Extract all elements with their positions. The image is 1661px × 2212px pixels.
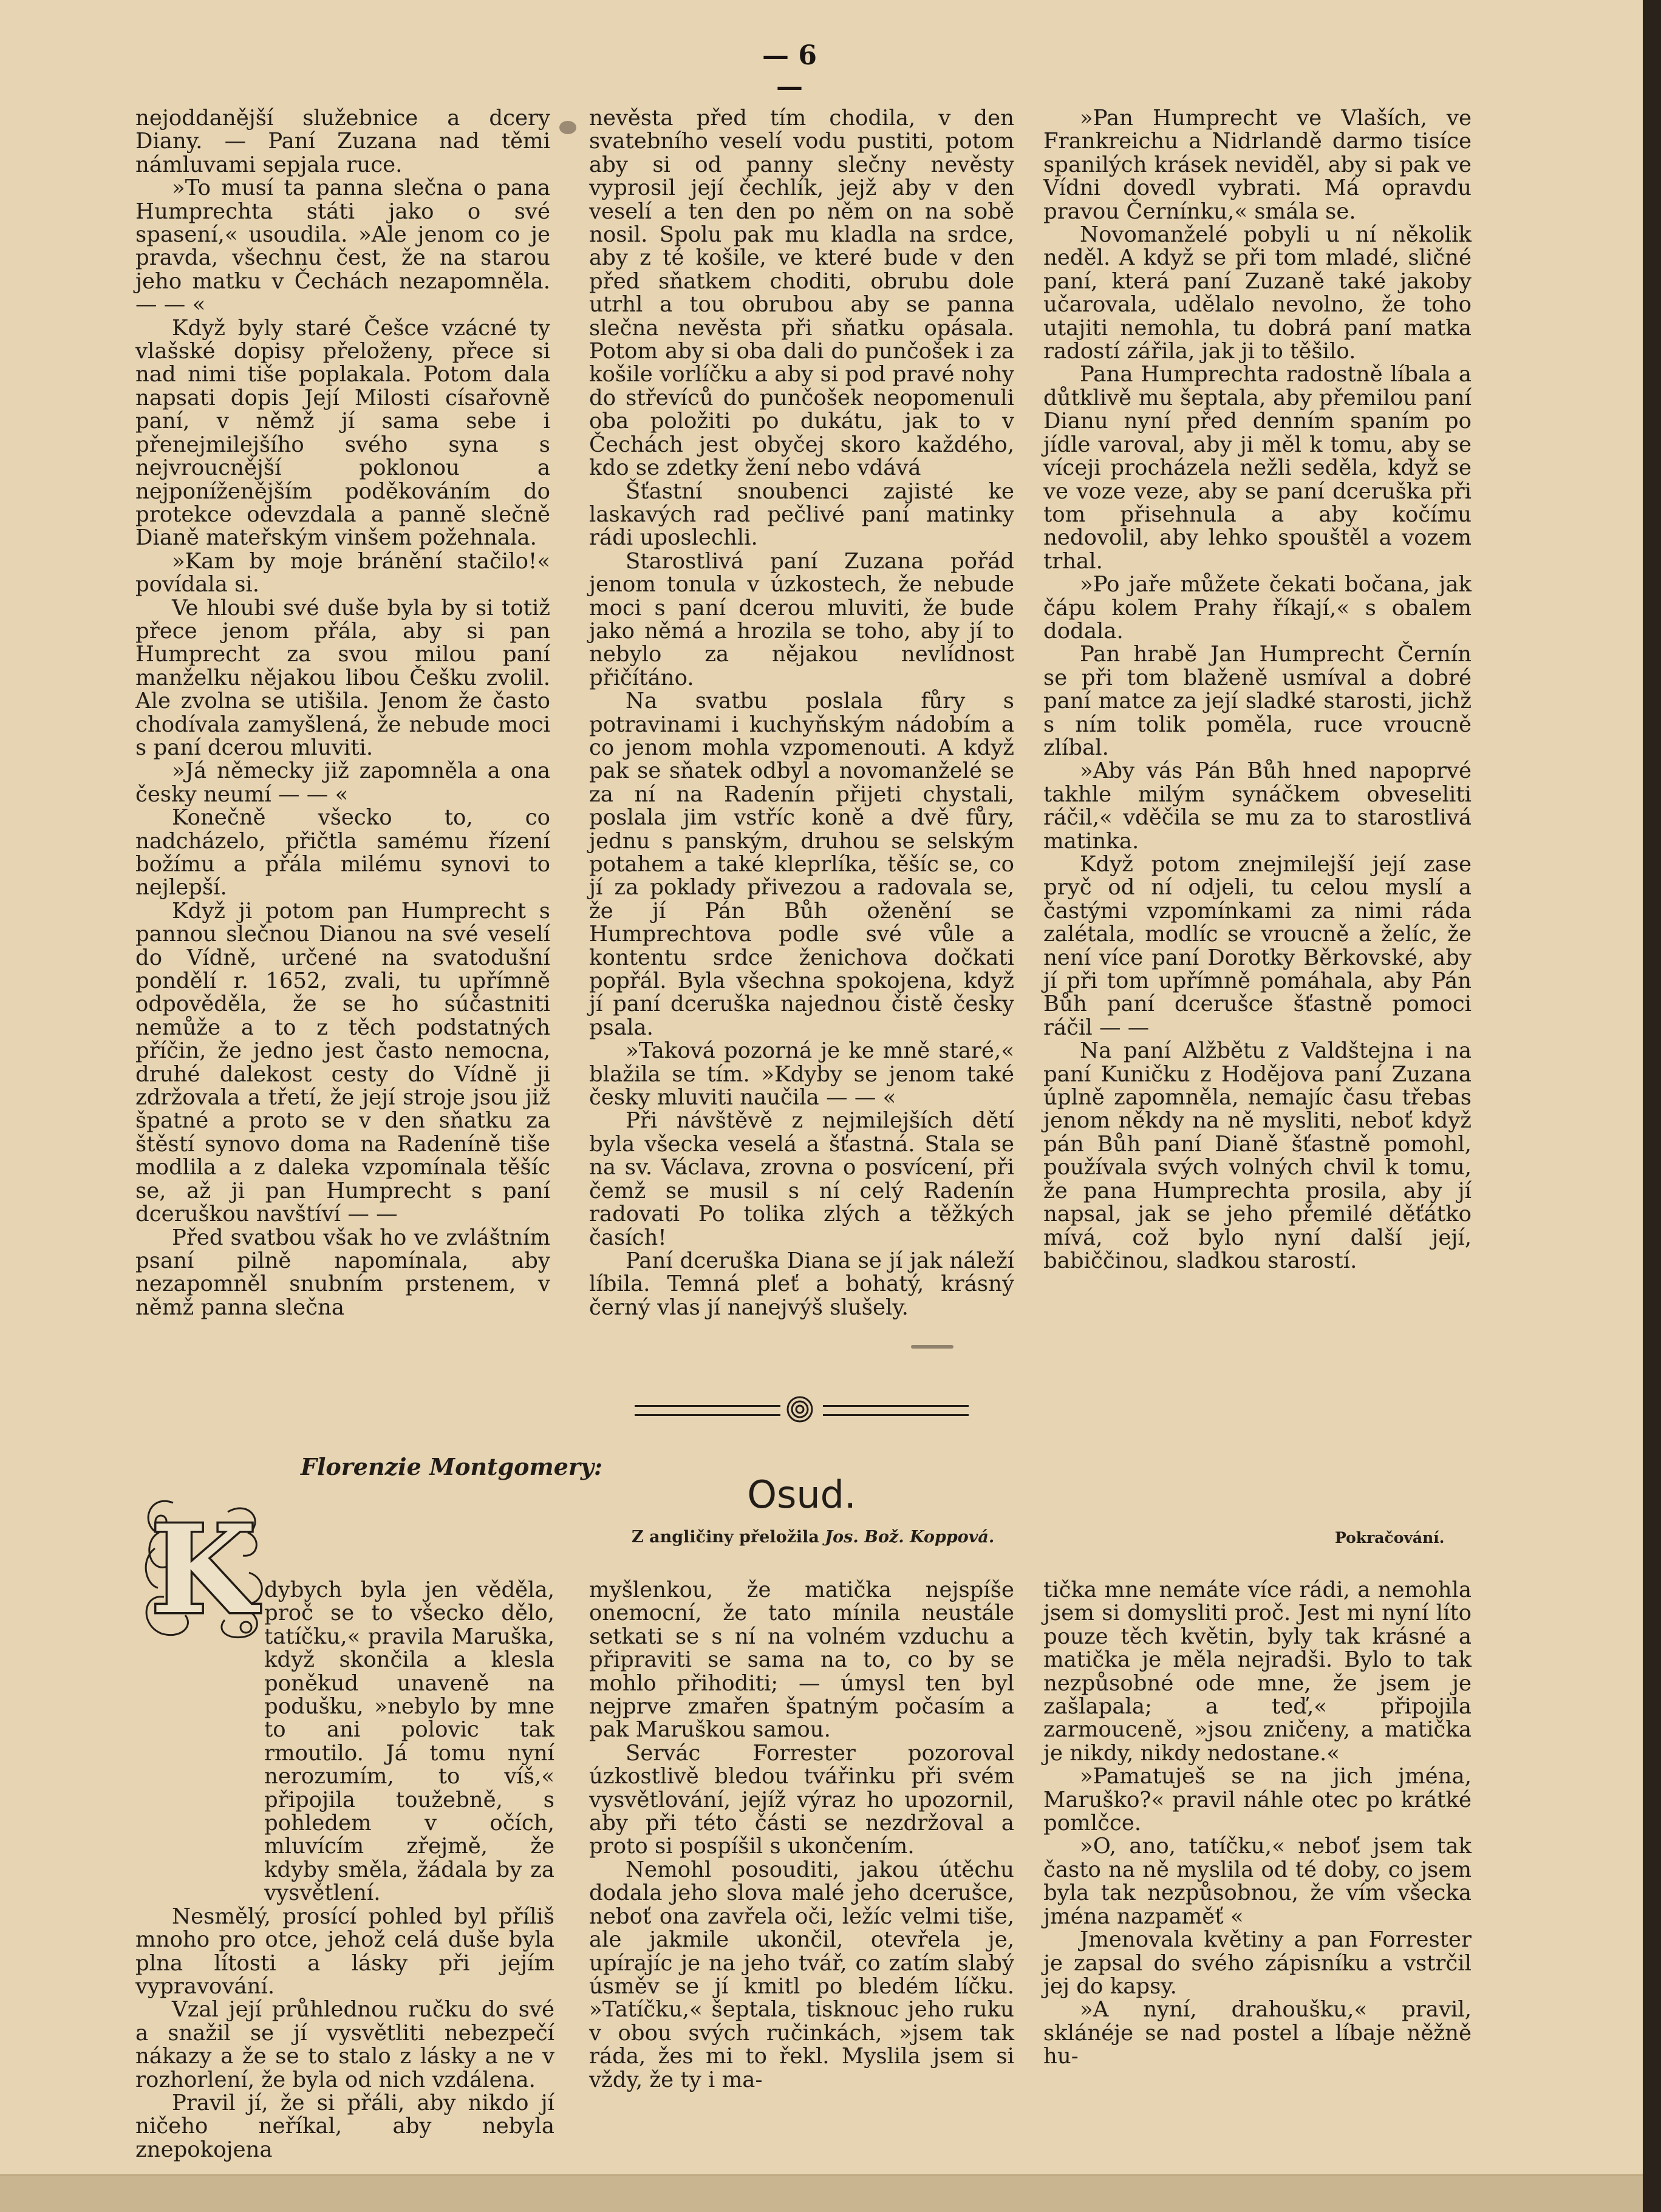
paragraph: dybych byla jen věděla, proč se to všecko dělo, tatíčku,« pravila Maruška, když skončila a klesla poněkud unaveně na podušku, »nebylo by mne to ani polovic tak rmoutilo. Já tomu nyní nerozumím, to víš,« připojila toužebně, s pohledem v očích, mluvícím zřejmě, že kdyby směla, žádala by za vysvětlení. [264, 1577, 554, 1906]
paragraph: Pravil jí, že si přáli, aby nikdo jí ničeho neříkal, aby nebyla znepokojena [135, 2090, 554, 2162]
section-separator [635, 1394, 969, 1424]
paragraph: nejoddanější služebnice a dcery Diany. — Paní Zuzana nad těmi námluvami sepjala ruce. [135, 106, 550, 177]
binding-spine [1643, 0, 1661, 2212]
paragraph: Na paní Alžbětu z Valdštejna i na paní Kuničku z Hodějova paní Zuzana úplně zapomněla, nemajíc času třebas jenom někdy na ně mysliti, neboť když pán Bůh paní Dianě šťastně pomohl, používala svých volných chvil k tomu, že pana Humprechta prosila, aby jí napsal, jak se jeho přemilé děťátko mívá, což bylo nyní další její, babiččinou, sladkou starostí. [1043, 1038, 1472, 1273]
story-column-3 [1043, 1579, 1472, 2069]
ink-smudge [911, 1345, 953, 1349]
continuation-label: Pokračování. [1335, 1529, 1445, 1547]
story-author: Florenzie Montgomery: [301, 1453, 603, 1480]
paper-stain [556, 115, 580, 140]
paragraph: Šťastní snoubenci zajisté ke laskavých rad pečlivé paní matinky rádi uposlechli. [589, 478, 1014, 551]
paragraph: myšlenkou, že matička nejspíše onemocní, že tato mínila neustále setkati se s ní na volném vzduchu a připraviti se sama na to, co by se mohlo přihoditi; — úmysl ten byl nejprve zmařen špatným počasím a pak Maruškou samou. [589, 1577, 1014, 1743]
translator-name: Jos. Bož. Koppová. [825, 1528, 995, 1547]
translator-credit [632, 1528, 994, 1547]
upper-column-2 [589, 107, 1014, 1319]
upper-column-3 [1043, 107, 1472, 1273]
separator-ornament-icon [785, 1395, 814, 1424]
story-column-1 [135, 1579, 554, 2162]
story-title: Osud. [747, 1472, 856, 1517]
paragraph: »Taková pozorná je ke mně staré,« blažila se tím. »Kdyby se jenom také česky mluviti naučila — — « [589, 1038, 1014, 1111]
page-bottom-edge [0, 2174, 1661, 2212]
paragraph: »Kam by moje bránění stačilo!« povídala si. [135, 548, 550, 597]
paragraph: »O, ano, tatíčku,« neboť jsem tak často na ně myslila od té doby, co jsem byla tak nezpůsobnou, že vím všecka jména nazpaměť « [1043, 1834, 1472, 1929]
paragraph: Nemohl posouditi, jakou útěchu dodala jeho slova malé jeho dcerušce, neboť ona zavřela oči, ležíc velmi tiše, ale jakmile ukončil, otevřela je, upírajíc je na jeho tvář, co zatím slabý úsměv se jí kmitl po bledém líčku. »Tatíčku,« šeptala, tisknouc jeho ruku v obou svých ručinkách, »jsem tak ráda, žes mi to řekl. Myslila jsem si vždy, že ty i ma- [589, 1857, 1014, 2092]
paragraph: Servác Forrester pozoroval úzkostlivě bledou tvářinku při svém vysvětlování, jejíž výraz ho upozornil, aby při této části se nezdržoval a proto si pospíšil s ukončením. [589, 1740, 1014, 1859]
paragraph: Jmenovala květiny a pan Forrester je zapsal do svého zápisníku a vstrčil jej do kapsy. [1043, 1927, 1472, 1999]
paragraph: Když potom znejmilejší její zase pryč od ní odjeli, tu celou myslí a častými vzpomínkami za nimi ráda zalétala, modlíc se vroucně a želíc, že není více paní Dorotky Běrkovské, aby jí při tom upřímně pomáhala, aby Pán Bůh paní dcerušce šťastně pomoci ráčil — — [1043, 852, 1472, 1040]
paragraph: »Já německy již zapomněla a ona česky neumí — — « [135, 758, 550, 807]
paragraph: »Pamatuješ se na jich jména, Maruško?« pravil náhle otec po krátké pomlčce. [1043, 1764, 1472, 1836]
paragraph: »Po jaře můžete čekati bočana, jak čápu kolem Prahy říkají,« s obalem dodala. [1043, 572, 1472, 644]
paragraph: tička mne nemáte více rádi, a nemohla jsem si domysliti proč. Jest mi nyní líto pouze těch květin, byly tak krásné a matička je měla nejradši. Bylo to tak nezpůsobné ode mne, že jsem je zašlapala; a teď,« připojila zarmouceně, »jsou zničeny, a matička je nikdy, nikdy nedostane.« [1043, 1577, 1472, 1766]
paragraph: Když ji potom pan Humprecht s pannou slečnou Dianou na své veselí do Vídně, určené na svatodušní pondělí r. 1652, zvali, tu upřímně odpověděla, že se ho súčastniti nemůže a to z těch podstatných příčin, že jedno jest často nemocna, druhé dalekost cesty do Vídně ji zdržovala a třetí, že její stroje jsou již špatné a proto se v den sňatku za štěstí synovo doma na Radeníně tiše modlila a z daleka vzpomínala těšíc se, až ji pan Humprecht s paní dceruškou navštíví — — [135, 898, 550, 1227]
upper-column-1 [135, 107, 550, 1319]
story-column-2 [589, 1579, 1014, 2092]
page-number: — 6 — [762, 40, 817, 102]
paragraph: Nesmělý, prosící pohled byl příliš mnoho pro otce, jehož celá duše byla plna lítosti a lásky při jejím vypravování. [135, 1904, 554, 1999]
dropcap-letter: K [151, 1499, 256, 1641]
translator-prefix: Z angličiny přeložila [632, 1528, 825, 1547]
paragraph: Novomanželé pobyli u ní několik neděl. A když se při tom mladé, sličné paní, která paní Zuzaně také jakoby učarovala, udělalo nevolno, že toho utajiti nemohla, tu dobrá paní matka radostí zářila, jak ji to těšilo. [1043, 222, 1472, 364]
paragraph: Vzal její průhlednou ručku do své a snažil se jí vysvětliti nebezpečí nákazy a že se to stalo z lásky a ne v rozhorlení, že byla od nich vzdálena. [135, 1997, 554, 2092]
paragraph: Pan hrabě Jan Humprecht Černín se při tom blaženě usmíval a dobré paní matce za její sladké starosti, jichž s ním tolik poměla, ruce vroucně zlíbal. [1043, 642, 1472, 760]
paragraph: »Aby vás Pán Bůh hned napoprvé takhle milým synáčkem obveseliti ráčil,« vděčila se mu za to starostlivá matinka. [1043, 758, 1472, 854]
paragraph: Konečně všecko to, co nadcházelo, přičtla samému řízení božímu a přála milému synovi to nejlepší. [135, 805, 550, 900]
paragraph: Před svatbou však ho ve zvláštním psaní pilně napomínala, aby nezapomněl snubním prstenem, v němž panna slečna [135, 1225, 550, 1320]
paragraph: nevěsta před tím chodila, v den svatebního veselí vodu pustiti, potom aby si od panny slečny nevěsty vyprosil její čechlík, jejž aby v den veselí a ten den po něm on na sobě nosil. Spolu pak mu kladla na srdce, aby z té košile, ve které bude v den před sňatkem choditi, obrubu dole utrhl a tou obrubou aby se panna slečna nevěsta při sňatku opásala. Potom aby si oba dali do punčošek i za košile vorlíčku a aby si pod pravé nohy do střevíců do punčošek neopomenuli oba položiti po dukátu, jak to v Čechách jest obyčej skoro každého, kdo se zdetky žení nebo vdává [589, 106, 1014, 481]
paragraph: »Pan Humprecht ve Vlaších, ve Frankreichu a Nidrlandě darmo tisíce spanilých krásek neviděl, aby si pak ve Vídni dovedl vybrati. Má opravdu pravou Černínku,« smála se. [1043, 106, 1472, 224]
paragraph: Pana Humprechta radostně líbala a důtklivě mu šeptala, aby přemilou paní Dianu nyní před denním spaním po jídle varoval, aby ji měl k tomu, aby se víceji procházela nežli seděla, když se ve voze veze, aby se paní dceruška při tom přisehnula a aby kočímu nedovolil, aby lehko spouštěl a vozem trhal. [1043, 362, 1472, 574]
paragraph: Když byly staré Češce vzácné ty vlašské dopisy přeloženy, přece si nad nimi tiše poplakala. Potom dala napsati dopis Její Milosti císařovně paní, v němž jí sama sebe i přenejmilejšího svého syna s nejvroucnější poklonou a nejponíženějším poděkováním do protekce odevzdala a panně slečně Dianě mateřským vinšem požehnala. [135, 315, 550, 551]
paragraph: »A nyní, drahoušku,« pravil, sklánéje se nad postel a líbaje něžně hu- [1043, 1997, 1472, 2069]
separator-line-left [635, 1405, 780, 1416]
paragraph: Při návštěvě z nejmilejších dětí byla všecka veselá a šťastná. Stala se na sv. Václava, zrovna o posvícení, při čemž se musil s ní celý Radenín radovati Po tolika zlých a těžkých časích! [589, 1108, 1014, 1250]
paragraph: »To musí ta panna slečna o pana Humprechta státi jako o své spasení,« usoudila. »Ale jenom co je pravda, všechnu čest, že na starou jeho matku v Čechách nezapomněla. — — « [135, 175, 550, 318]
paragraph: Na svatbu poslala fůry s potravinami i kuchyňským nádobím a co jenom mohla vzpomenouti. A když pak se sňatek odbyl a novomanželé se za ní na Radenín přijeti chystali, poslala jim vstříc koně a dvě fůry, jednu s panským, druhou se selským potahem a také kleprlíka, těšíc se, co jí za poklady přivezou a radovala se, že jí Pán Bůh oženění se Humprechtova podle své vůle a kontentu srdce ženichova dočkati popřál. Byla všechna spokojena, když jí paní dceruška najednou čistě česky psala. [589, 689, 1014, 1040]
paragraph: Paní dceruška Diana se jí jak náleží líbila. Temná pleť a bohatý, krásný černý vlas jí nanejvýš slušely. [589, 1248, 1014, 1320]
paragraph: Starostlivá paní Zuzana pořád jenom tonula v úzkostech, že nebude moci s paní dcerou mluviti, že bude jako němá a hrozila se toho, aby jí to nebylo za nějakou nevlídnost přičítáno. [589, 548, 1014, 690]
paragraph: Ve hloubi své duše byla by si totiž přece jenom přála, aby si pan Humprecht za svou milou paní manželku nějakou libou Češku zvolil. Ale zvolna se utišila. Jenom že často chodívala zamyšlená, že nebude moci s paní dcerou mluviti. [135, 595, 550, 760]
separator-line-right [823, 1405, 969, 1416]
